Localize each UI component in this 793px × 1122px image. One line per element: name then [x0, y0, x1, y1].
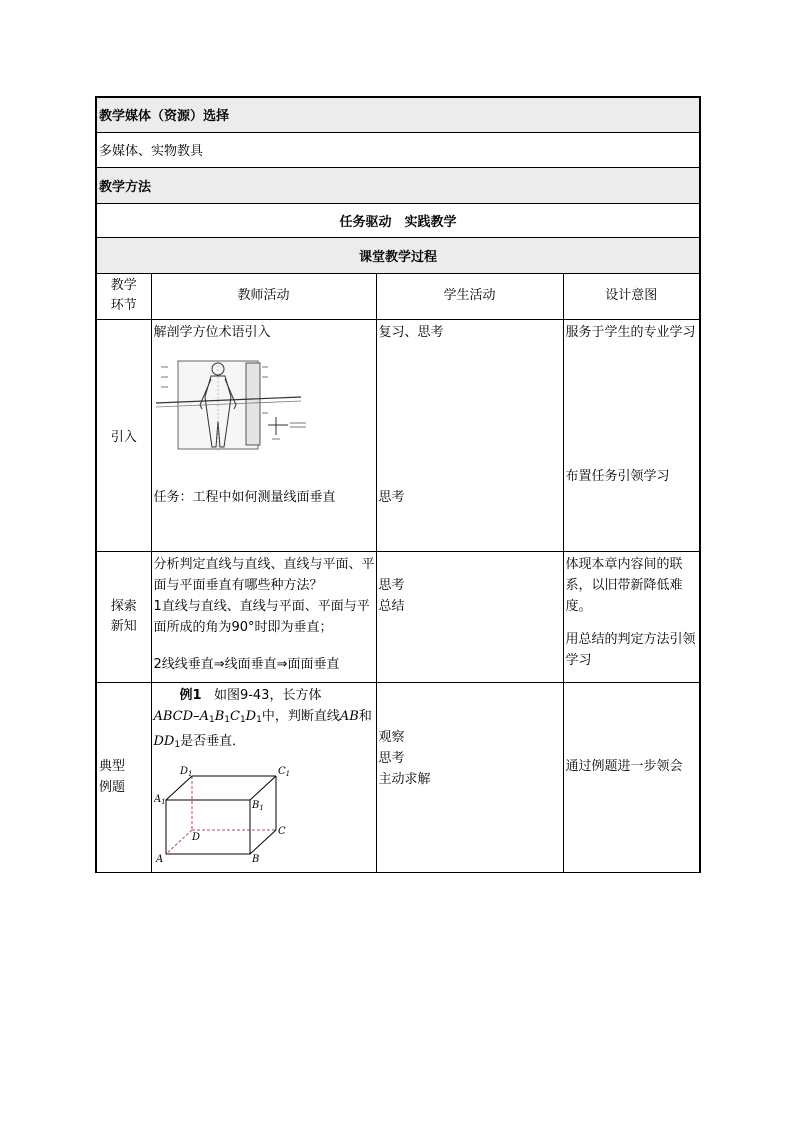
- var-abcd: ABCD: [153, 708, 194, 724]
- explore-teacher-1: 分析判定直线与直线、直线与平面、平面与平面垂直有哪些种方法？: [153, 556, 375, 593]
- example-text-1: 如图9-43，长方体: [213, 687, 322, 703]
- example-student-1: 观察: [378, 729, 405, 745]
- label-d1: $D_1$: [179, 765, 192, 778]
- explore-design: [563, 551, 700, 682]
- sub-b1: 1: [224, 714, 230, 725]
- media-heading: 教学媒体（资源）选择: [96, 97, 700, 132]
- intro-stage: 引入: [96, 319, 151, 551]
- explore-row: [96, 551, 700, 682]
- intro-design-1: 服务于学生的专业学习: [565, 324, 696, 340]
- intro-student-2: 思考: [378, 489, 405, 505]
- column-stage-line1: 教学: [110, 278, 137, 293]
- label-b: B: [251, 853, 259, 864]
- explore-teacher: [151, 551, 376, 682]
- intro-row: [96, 319, 700, 551]
- sub-d1: 1: [256, 714, 262, 725]
- example-text-3: 是否垂直．: [180, 733, 246, 749]
- var-d: D: [245, 708, 257, 724]
- explore-design-1: 体现本章内容间的联系，以旧带新降低难度。: [565, 556, 683, 614]
- intro-design: [563, 319, 700, 551]
- explore-stage-line1: 探索: [110, 598, 137, 614]
- example-and: 和: [358, 708, 372, 724]
- intro-student: [376, 319, 563, 551]
- example-text-2: 中，判断直线: [261, 708, 340, 724]
- label-c: C: [277, 825, 286, 837]
- column-teacher: 教师活动: [151, 273, 376, 319]
- var-ab: AB: [339, 708, 359, 724]
- explore-student-1: 思考: [378, 577, 405, 593]
- cuboid-figure: [154, 760, 294, 864]
- explore-student-2: 总结: [378, 598, 405, 614]
- anatomy-planes-figure: [156, 357, 316, 457]
- var-a: A: [199, 708, 209, 724]
- explore-stage: [96, 551, 151, 682]
- example-statement-line2: [154, 706, 375, 731]
- var-c: C: [229, 708, 240, 724]
- media-content: 多媒体、实物教具: [96, 132, 700, 167]
- media-content-row: [96, 132, 700, 167]
- lesson-plan-table: [95, 96, 701, 873]
- label-d: D: [191, 831, 200, 843]
- example-statement-line3: [154, 731, 375, 756]
- explore-stage-line2: 新知: [110, 618, 137, 634]
- var-dd: DD: [153, 733, 175, 749]
- sub-a1: 1: [208, 714, 215, 725]
- method-heading-row: [96, 167, 700, 203]
- label-b1: $B_1$: [251, 799, 264, 812]
- var-b: B: [214, 708, 225, 724]
- explore-teacher-3: 2线线垂直⇒线面垂直⇒面面垂直: [153, 656, 340, 672]
- label-c1: $C_1$: [277, 765, 290, 778]
- column-stage: [96, 273, 151, 319]
- example-teacher: [151, 682, 376, 872]
- label-a1: $A_1$: [153, 793, 166, 806]
- method-content: 任务驱动 实践教学: [96, 203, 700, 237]
- process-heading: 课堂教学过程: [96, 237, 700, 273]
- var-dash: –: [193, 708, 200, 724]
- example-student: [376, 682, 563, 872]
- intro-teacher-task: 任务：工程中如何测量线面垂直: [153, 489, 336, 505]
- explore-student: [376, 551, 563, 682]
- intro-design-2: 布置任务引领学习: [565, 468, 670, 484]
- example-stage-line1: 典型: [99, 759, 126, 774]
- process-heading-row: [96, 237, 700, 273]
- example-stage-line2: 例题: [99, 780, 126, 795]
- explore-design-2: 用总结的判定方法引领学习: [565, 631, 696, 668]
- label-a: A: [155, 853, 163, 864]
- example-stage: [96, 682, 151, 872]
- sub-dd1: 1: [174, 739, 181, 750]
- column-header-row: [96, 273, 700, 319]
- column-design: 设计意图: [563, 273, 700, 319]
- example-label: 例1: [179, 687, 202, 703]
- example-student-3: 主动求解: [378, 771, 431, 787]
- method-content-row: [96, 203, 700, 237]
- example-row: [96, 682, 700, 872]
- method-heading: 教学方法: [96, 167, 700, 203]
- intro-teacher-title: 解剖学方位术语引入: [153, 324, 271, 340]
- example-student-2: 思考: [378, 750, 405, 766]
- media-heading-row: [96, 97, 700, 132]
- example-design: 通过例题进一步领会: [563, 682, 700, 872]
- sub-c1: 1: [239, 714, 246, 725]
- intro-teacher: [151, 319, 376, 551]
- column-student: 学生活动: [376, 273, 563, 319]
- explore-teacher-2: 1直线与直线、直线与平面、平面与平面所成的角为90°时即为垂直；: [153, 598, 370, 635]
- intro-student-1: 复习、思考: [378, 324, 444, 340]
- column-stage-line2: 环节: [110, 298, 137, 313]
